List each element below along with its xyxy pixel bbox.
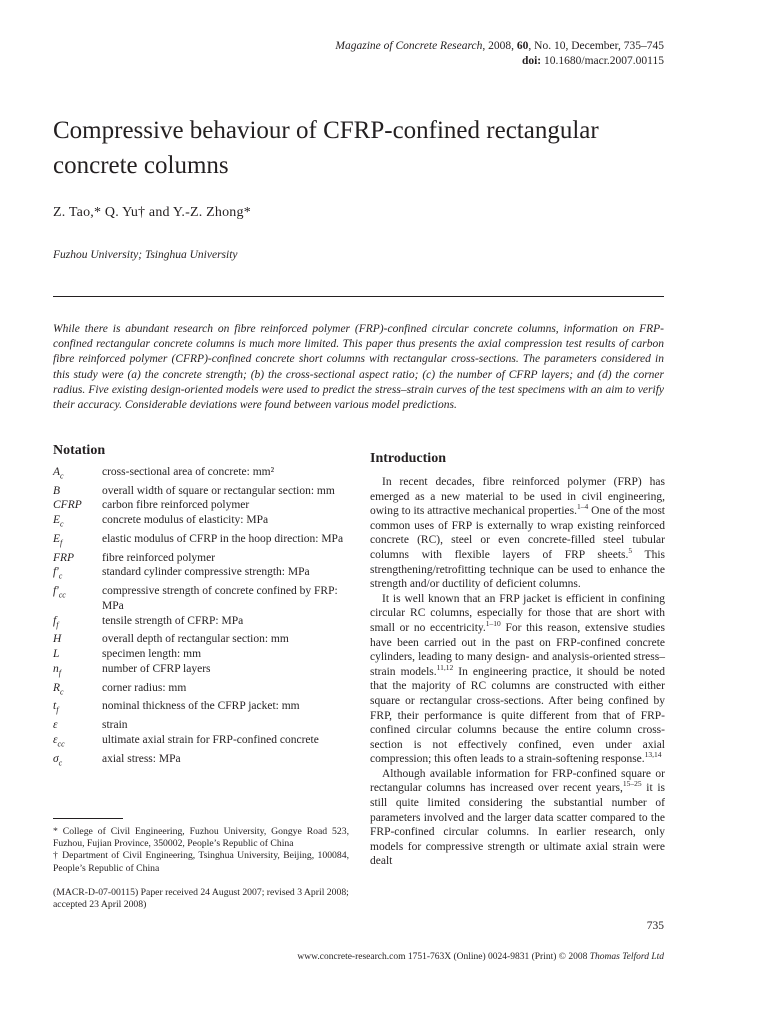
notation-symbol [53,614,102,633]
footnote-divider [53,818,123,819]
footnote-1: * College of Civil Engineering, Fuzhou University, Gongye Road 523, Fuzhou, Fujian Province, 350002, People’s Republic of China [53,826,349,850]
notation-list [53,465,349,771]
notation-symbol [53,647,102,662]
notation-item [53,662,349,681]
doi-value[interactable]: 10.1680/macr.2007.00115 [541,55,664,67]
intro-p1-text-b: One of the most common uses of FRP is externally to wrap existing reinforced concrete (RC), steel or even concrete-filled steel tubular columns with flexible layers of FRP sheets. [370,505,665,561]
notation-item [53,532,349,551]
notation-definition: cross-sectional area of concrete: mm² [102,466,275,478]
notation-symbol-subscript: f [60,538,63,548]
notation-symbol-base: n [53,662,59,675]
intro-paragraph-2 [370,592,665,767]
notation-definition: ultimate axial strain for FRP-confined concrete [102,733,319,746]
intro-p1-text-a: In recent decades, fibre reinforced polymer (FRP) has emerged as a new material to be used in civil engineering, owing to its attractive mechanical properties. [370,476,665,518]
notation-symbol [53,681,102,700]
notation-definition: strain [102,719,128,732]
notation-symbol [53,752,102,771]
journal-issue-pages: , No. 10, December, 735–745 [528,40,664,52]
notation-item [53,484,349,499]
notation-symbol-base: H [53,633,62,646]
notation-symbol-base: A [53,466,61,478]
notation-definition: elastic modulus of CFRP in the hoop direction: MPa [102,532,344,545]
notation-symbol-base: E [53,514,61,527]
notation-item [53,647,349,662]
notation-symbol-base: FRP [53,551,75,564]
notation-definition: axial stress: MPa [102,752,181,765]
intro-p3-text-b: it is still quite limited considering the substantial number of parameters involved and the larger data scatter compared to the FRP-confined circular columns. In earlier research, only models for compressive strength or ultimate axial strain were dealt [370,782,666,868]
notation-symbol-base: ε [53,719,58,732]
notation-symbol [53,718,102,733]
citation-ref[interactable]: 15–25 [622,779,642,789]
citation-ref[interactable]: 1–10 [485,619,501,629]
notation-symbol-subscript: c [58,758,63,768]
notation-symbol [53,584,102,613]
article-title: Compressive behaviour of CFRP-confined rectangular concrete columns [53,117,599,179]
notation-symbol [53,733,102,752]
citation-ref[interactable]: 11,12 [436,662,454,672]
notation-symbol-subscript: c [60,686,64,696]
notation-definition: fibre reinforced polymer [102,551,216,564]
journal-citation [335,40,664,52]
notation-item [53,699,349,718]
notation-symbol-subscript: c [60,519,64,529]
footnotes [53,826,349,875]
notation-symbol-base: f′ [53,585,59,598]
notation-symbol-base: f′ [53,566,59,579]
notation-symbol-base: f [53,614,57,627]
intro-paragraph-3 [370,767,665,869]
notation-symbol [53,632,102,647]
page-number: 735 [646,920,664,932]
right-column [370,451,665,869]
notation-item [53,681,349,700]
doi-line [522,55,664,67]
notation-symbol [53,551,102,566]
notation-item [53,498,349,513]
intro-p2-text-a: It is well known that an FRP jacket is efficient in confining circular RC columns, especially for those that are short with small or no eccentricity. [370,592,665,634]
notation-item [53,733,349,752]
intro-paragraph-1 [370,475,665,592]
notation-symbol-base: E [53,532,61,545]
intro-p2-text-c: In engineering practice, it should be noted that the majority of RC columns are constructed with either square or rectangular cross-sections. After being confined by FRP, their performance is quite different from that of FRP-confined circular columns because the entire column cross-section is not effectively confined, even under axial compression; this often leads to a strain-softening response. [370,665,665,766]
notation-item [53,584,349,613]
article-affiliation: Fuzhou University; Tsinghua University [53,249,238,261]
notation-item [53,465,349,484]
notation-symbol-subscript: cc [58,590,66,600]
intro-p2-text-b: For this reason, extensive studies have been carried out in the past on FRP-confined concrete cylinders, leading to many design- and analysis-oriented stress–strain models. [370,621,665,678]
notation-symbol-base: CFRP [53,499,82,512]
notation-definition: concrete modulus of elasticity: MPa [102,514,269,527]
notation-definition: standard cylinder compressive strength: MPa [102,566,310,579]
notation-symbol-base: ε [53,733,58,746]
notation-heading: Notation [53,443,106,458]
received-text: (MACR-D-07-00115) Paper received 24 August 2007; revised 3 April 2008; accepted 23 April 2008) [53,887,349,911]
notation-definition: corner radius: mm [102,681,187,694]
notation-item [53,614,349,633]
notation-symbol-subscript: cc [57,739,65,749]
article-authors: Z. Tao,* Q. Yu† and Y.-Z. Zhong* [53,205,251,220]
notation-definition: overall width of square or rectangular section: mm [102,484,335,497]
left-column [53,443,349,771]
notation-item [53,718,349,733]
notation-item [53,551,349,566]
notation-symbol-subscript: f [58,667,61,677]
received-note [53,887,349,911]
notation-symbol-subscript: c [58,571,63,581]
notation-symbol [53,513,102,532]
notation-definition: compressive strength of concrete confined by FRP: MPa [102,585,338,612]
notation-symbol [53,662,102,681]
header-divider [53,296,664,297]
notation-symbol [53,565,102,584]
notation-symbol [53,484,102,499]
abstract-text: While there is abundant research on fibre reinforced polymer (FRP)-confined circular concrete columns, information on FRP-confined rectangular concrete columns is much more limited. This paper thus presents the axial compression test results of carbon fibre reinforced polymer (CFRP)-confined concrete short columns with rectangular cross-sections. The parameters considered in this study were (a) the concrete strength; (b) the cross-sectional aspect ratio; (c) the number of CFRP layers; and (d) the corner radius. Five existing design-oriented models were used to predict the stress–strain curves of the test specimens with an aim to verify their accuracy. Considerable deviations were found between various model predictions. [53,323,664,412]
doi-label: doi: [521,55,542,67]
footer-text: www.concrete-research.com 1751-763X (Online) 0024-9831 (Print) © 2008 [297,952,590,962]
notation-symbol [53,498,102,513]
page-footer [297,952,664,962]
notation-symbol-base: L [53,648,60,661]
notation-item [53,752,349,771]
notation-symbol-base: σ [53,752,59,765]
introduction-body [370,475,665,869]
notation-definition: number of CFRP layers [102,662,211,675]
citation-ref[interactable]: 13,14 [644,750,662,760]
publisher-name: Thomas Telford Ltd [589,952,664,962]
notation-symbol [53,532,102,551]
notation-item [53,565,349,584]
notation-symbol [53,465,102,484]
notation-item [53,632,349,647]
notation-symbol-subscript: f [56,705,59,715]
introduction-heading: Introduction [370,451,446,466]
notation-definition: carbon fibre reinforced polymer [102,499,250,512]
journal-name: Magazine of Concrete Research [335,40,483,52]
notation-item [53,513,349,532]
notation-symbol-base: R [53,681,61,694]
notation-symbol [53,699,102,718]
notation-symbol-subscript: f [56,619,59,629]
notation-definition: specimen length: mm [102,648,202,661]
notation-symbol-subscript: c [60,471,64,481]
citation-ref[interactable]: 1–4 [577,502,589,512]
notation-definition: overall depth of rectangular section: mm [102,633,289,646]
notation-symbol-base: t [53,700,57,713]
journal-volume: 60 [516,40,529,52]
notation-definition: nominal thickness of the CFRP jacket: mm [102,700,300,713]
abstract [53,322,664,413]
notation-definition: tensile strength of CFRP: MPa [102,614,244,627]
footnote-2: † Department of Civil Engineering, Tsinghua University, Beijing, 100084, People’s Republic of China [53,850,349,874]
journal-year: , 2008, [482,40,517,52]
intro-p3-text-a: Although available information for FRP-confined square or rectangular columns has increased over recent years, [370,767,665,795]
citation-ref[interactable]: 5 [628,546,633,556]
intro-p1-text-c: This strengthening/retrofitting technique can be used to enhance the strength and/or ductility of deficient columns. [370,548,665,591]
notation-symbol-base: B [53,484,61,497]
